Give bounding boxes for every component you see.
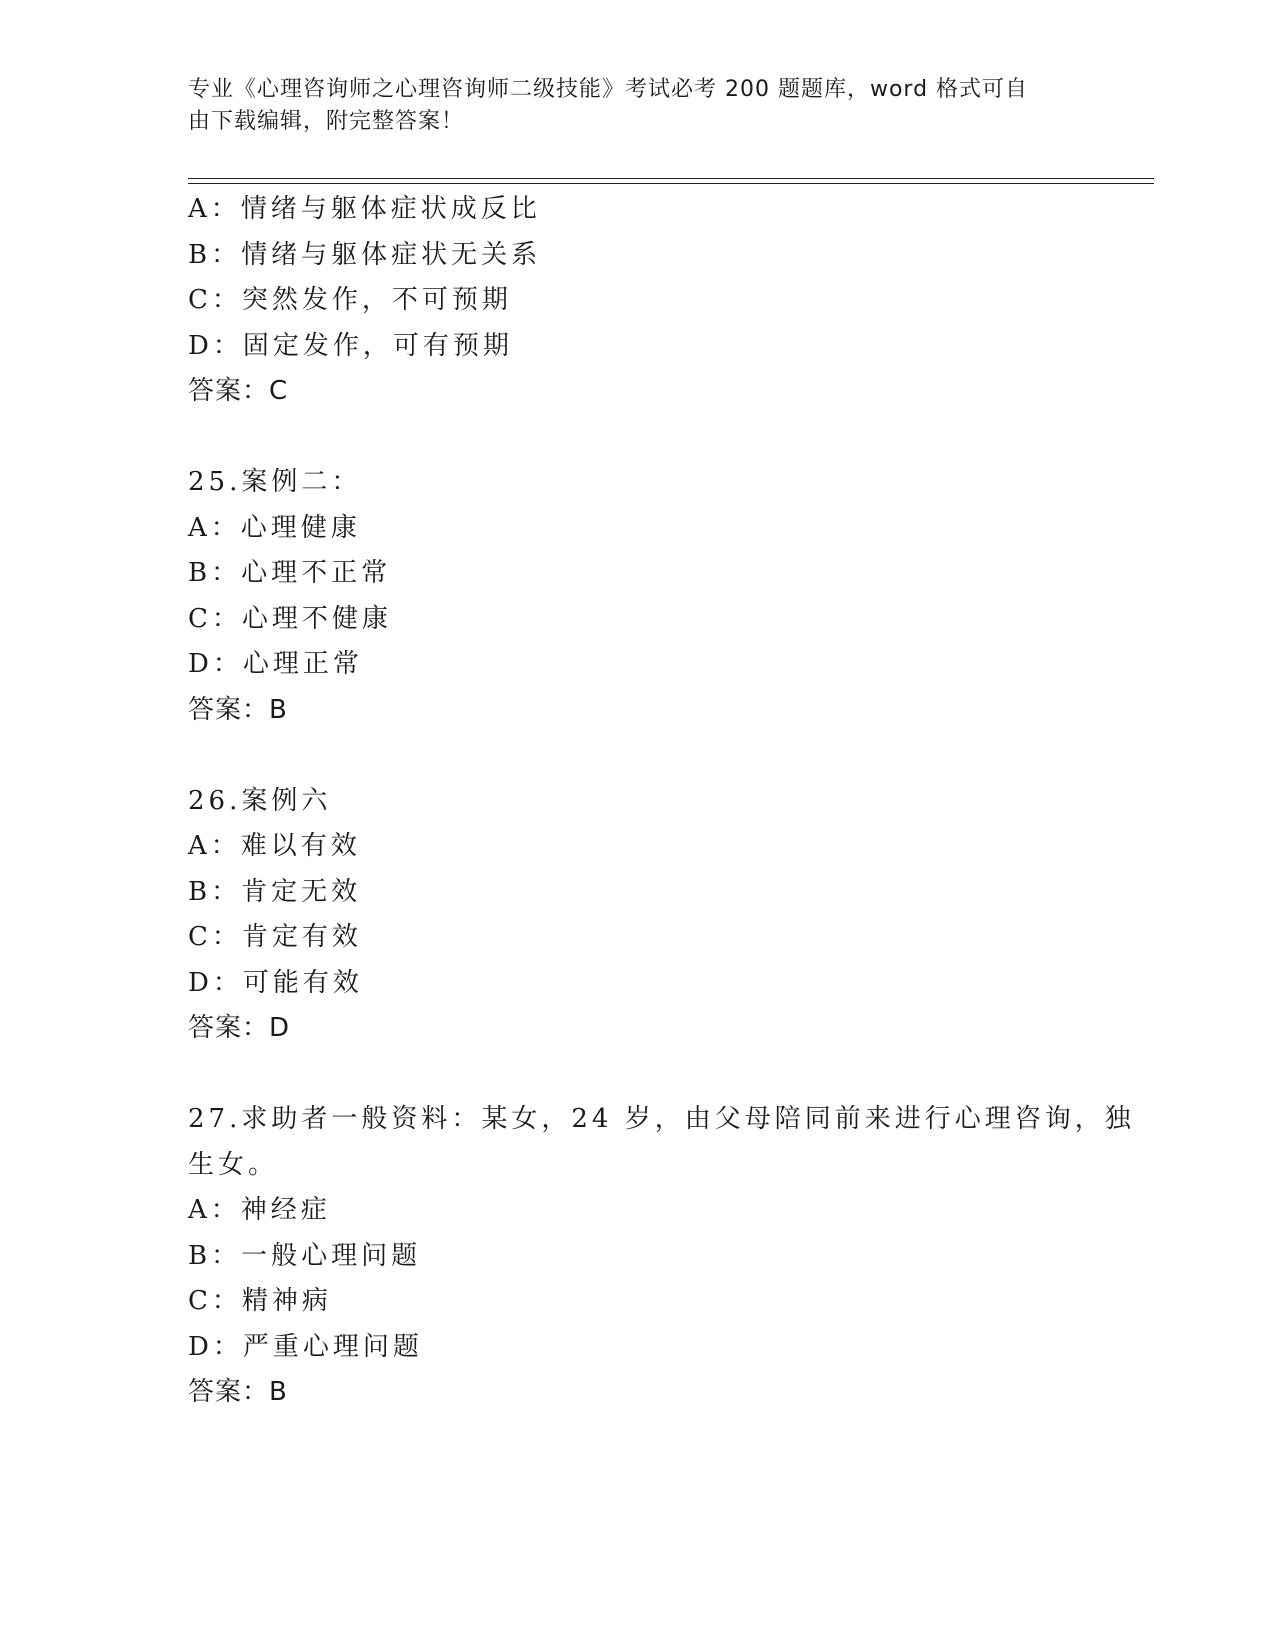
option-d: D：可能有效	[188, 967, 363, 998]
option-a: A：难以有效	[188, 831, 361, 861]
question-text-line-2: 生女。	[188, 1149, 279, 1180]
option-d: D：固定发作，可有预期	[188, 330, 513, 361]
option-a: A：神经症	[188, 1195, 331, 1225]
option-c: C：肯定有效	[188, 922, 362, 952]
spacer	[188, 733, 1088, 779]
question-25	[188, 460, 1088, 733]
header-line-2: 由下载编辑，附完整答案！	[188, 109, 465, 134]
document-header	[188, 74, 1088, 138]
option-c: C：突然发作，不可预期	[188, 285, 512, 315]
answer: 答案：B	[188, 694, 288, 725]
question-text-line-1: 27.求助者一般资料：某女，24 岁，由父母陪同前来进行心理咨询，独	[188, 1104, 1135, 1134]
option-b: B：情绪与躯体症状无关系	[188, 239, 542, 270]
question-26	[188, 779, 1088, 1052]
header-divider-top	[188, 178, 1154, 179]
option-b: B：肯定无效	[188, 876, 362, 907]
answer: 答案：B	[188, 1377, 288, 1407]
option-d: D：严重心理问题	[188, 1331, 423, 1362]
option-d: D：心理正常	[188, 649, 363, 679]
option-c: C：精神病	[188, 1286, 332, 1316]
answer: 答案：D	[188, 1013, 291, 1043]
question-list	[188, 187, 1135, 1416]
option-c: C：心理不健康	[188, 603, 392, 634]
question-text: 25.案例二：	[188, 467, 362, 497]
question-24	[188, 187, 1088, 415]
question-27	[188, 1097, 1135, 1416]
spacer	[188, 1052, 1088, 1098]
question-text: 26.案例六	[188, 785, 332, 816]
header-line-1: 专业《心理咨询师之心理咨询师二级技能》考试必考 200 题题库，word 格式可自	[188, 77, 1029, 102]
option-b: B：一般心理问题	[188, 1240, 422, 1271]
option-a: A：心理健康	[188, 512, 361, 543]
header-divider-bottom	[188, 183, 1154, 184]
answer: 答案：C	[188, 376, 289, 406]
option-a: A：情绪与躯体症状成反比	[188, 194, 541, 224]
spacer	[188, 415, 1088, 461]
option-b: B：心理不正常	[188, 558, 392, 588]
